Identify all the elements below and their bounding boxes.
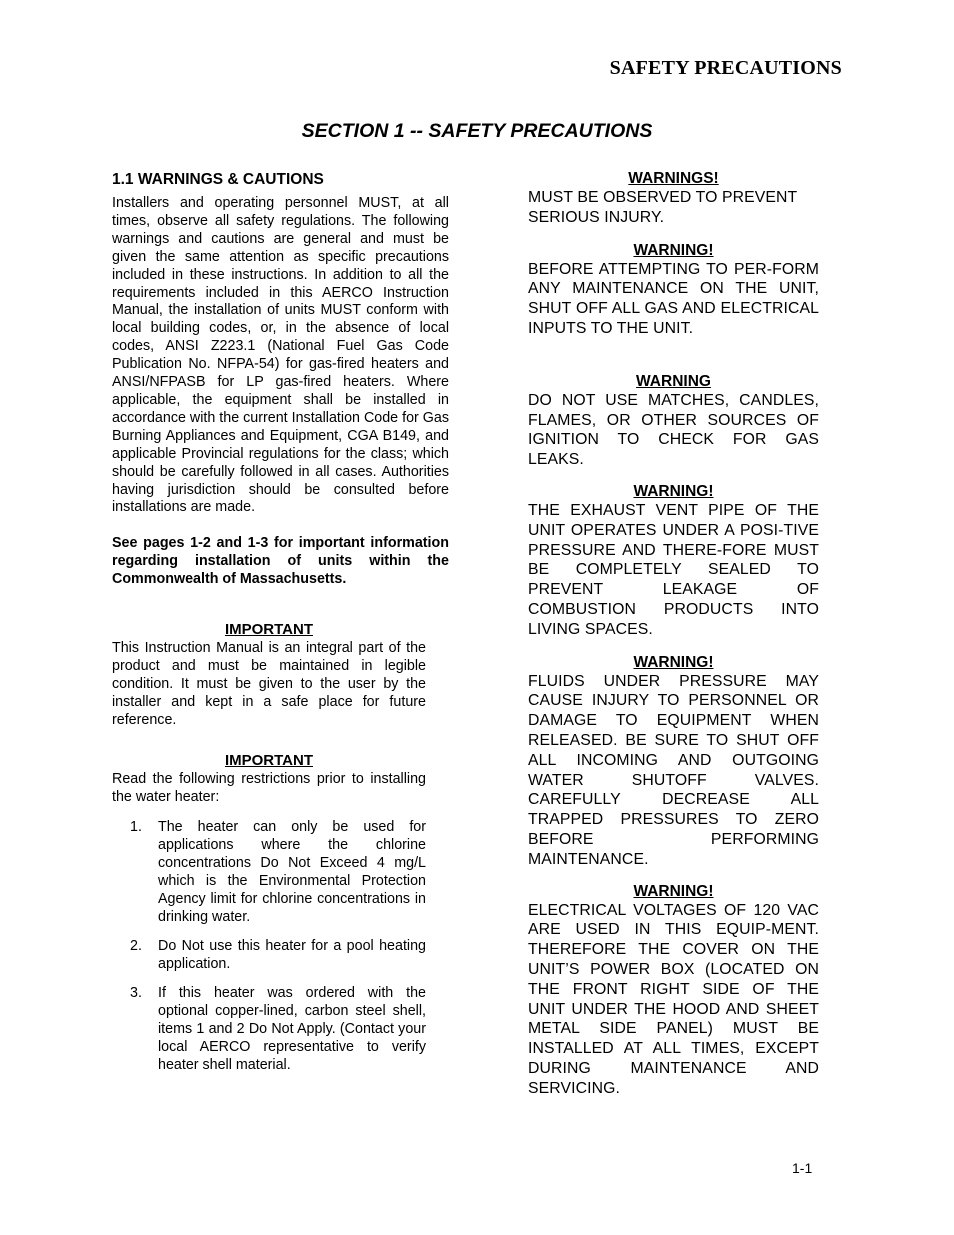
list-item — [112, 984, 426, 1074]
list-item — [112, 818, 426, 926]
warning-heading: WARNING! — [633, 653, 714, 671]
warning-body: DO NOT USE MATCHES, CANDLES, FLAMES, OR OTHER SOURCES OF IGNITION TO CHECK FOR GAS LEAKS. — [528, 391, 819, 469]
warning-heading: WARNING! — [633, 241, 714, 259]
item-text: Do Not use this heater for a pool heating application. — [158, 938, 426, 973]
left-column — [112, 170, 449, 1085]
warning-heading: WARNING! — [633, 482, 714, 500]
warning-body: ELECTRICAL VOLTAGES OF 120 VAC ARE USED IN THIS EQUIP-MENT. THEREFORE THE COVER ON THE UNIT’S POWER BOX (LOCATED ON THE FRONT RIGHT SIDE OF THE UNIT UNDER THE HOOD AND SHEET METAL SIDE PANEL) MUST BE INSTALLED AT ALL TIMES, EXCEPT DURING MAINTENANCE AND SERVICING. — [528, 901, 819, 1097]
subsection-heading: 1.1 WARNINGS & CAUTIONS — [112, 171, 324, 188]
important-notice-restrictions — [112, 751, 426, 1074]
item-text: The heater can only be used for applications where the chlorine concentrations Do Not Exceed 4 mg/L which is the Environmental Protection Agency limit for chlorine concentrations in drinking water. — [158, 819, 426, 926]
warning-block — [528, 653, 819, 870]
running-header: SAFETY PRECAUTIONS — [609, 57, 842, 79]
list-item — [112, 937, 426, 973]
item-number: 3. — [130, 985, 142, 1002]
warning-heading: WARNING — [636, 372, 711, 390]
page-number: 1-1 — [792, 1160, 813, 1176]
warning-heading: WARNING! — [633, 882, 714, 900]
warning-block — [528, 882, 819, 1099]
warning-heading: WARNINGS! — [628, 170, 719, 187]
intro-paragraph: Installers and operating personnel MUST, at all times, observe all safety regulations. The following warnings and cautions are general and must be given the same attention as specific precautions included in these instructions. In addition to all the requirements included in this AERCO Instruction Manual, the installation of units MUST conform with local building codes, or, in the absence of local codes, ANSI Z223.1 (National Fuel Gas Code Publication No. NFPA-54) for gas-fired heaters and ANSI/NFPASB for LP gas-fired heaters. Where applicable, the equipment shall be installed in accordance with the current Installation Code for Gas Burning Appliances and Equipment, CGA B149, and applicable Provincial regulations for the class; which should be carefully followed in all cases. Authorities having jurisdiction should be consulted before installations are made. — [112, 195, 449, 516]
important-body: This Instruction Manual is an integral part of the product and must be maintained in legible condition. It must be given to the user by the installer and kept in a safe place for future reference. — [112, 640, 426, 729]
massachusetts-note: See pages 1-2 and 1-3 for important information regarding installation of units within the Commonwealth of Massachusetts. — [112, 535, 449, 588]
warning-block — [528, 482, 819, 640]
right-column — [528, 169, 819, 1098]
warning-block — [528, 241, 819, 339]
warning-body: BEFORE ATTEMPTING TO PER-FORM ANY MAINTENANCE ON THE UNIT, SHUT OFF ALL GAS AND ELECTRICAL INPUTS TO THE UNIT. — [528, 260, 819, 337]
important-heading: IMPORTANT — [224, 621, 314, 639]
item-text: If this heater was ordered with the optional copper-lined, carbon steel shell, items 1 and 2 Do Not Apply. (Contact your local AERCO representative to verify heater shell material. — [158, 985, 426, 1074]
warning-block — [528, 169, 819, 228]
warning-body: MUST BE OBSERVED TO PREVENT SERIOUS INJURY. — [528, 189, 797, 226]
warning-block — [528, 372, 819, 470]
important-notice-manual — [112, 620, 426, 729]
item-number: 1. — [130, 819, 142, 836]
restrictions-intro: Read the following restrictions prior to installing the water heater: — [112, 771, 426, 806]
warning-body: THE EXHAUST VENT PIPE OF THE UNIT OPERATES UNDER A POSI-TIVE PRESSURE AND THERE-FORE MUST BE COMPLETELY SEALED TO PREVENT LEAKAGE OF COMBUSTION PRODUCTS INTO LIVING SPACES. — [528, 501, 819, 638]
section-title: SECTION 1 -- SAFETY PRECAUTIONS — [301, 120, 653, 142]
item-number: 2. — [130, 938, 142, 955]
restrictions-list — [112, 818, 426, 1074]
important-heading: IMPORTANT — [224, 752, 314, 770]
warning-body: FLUIDS UNDER PRESSURE MAY CAUSE INJURY TO PERSONNEL OR DAMAGE TO EQUIPMENT WHEN RELEASED. BE SURE TO SHUT OFF ALL INCOMING AND OUTGOING WATER SHUTOFF VALVES. CAREFULLY DECREASE ALL TRAPPED PRESSURES TO ZERO BEFORE PERFORMING MAINTENANCE. — [528, 672, 819, 868]
